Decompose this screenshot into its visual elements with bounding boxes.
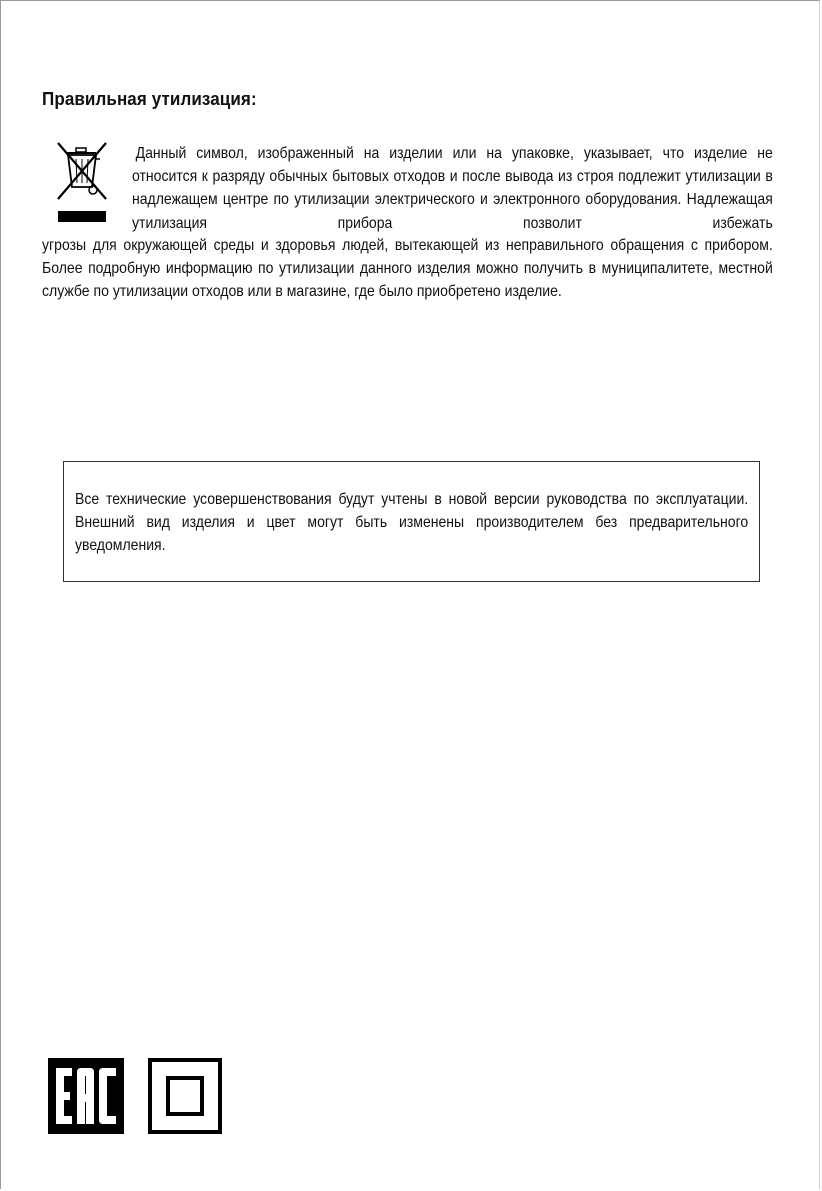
section-heading: Правильная утилизация: [42, 88, 257, 109]
disposal-paragraph-bottom: угрозы для окружающей среды и здоровья людей, вытекающей из неправильного обращения с прибором. Более подробную информацию по утилизации данного изделия можно получить в муниципалитете, местной службе по утилизации отходов или в магазине, где было приобретено изделие. [42, 237, 773, 301]
notice-text: Все технические усовершенствования будут учтены в новой версии руководства по эксплуатации. Внешний вид изделия и цвет могут быть изменены производителем без предварительного уведомления. [75, 491, 749, 555]
notice-box [63, 461, 760, 582]
disposal-paragraph-top: Данный символ, изображенный на изделии или на упаковке, указывает, что изделие не относится к разряду обычных бытовых отходов и после вывода из строя подлежит утилизации в надлежащем центре по утилизации электрического и электронного оборудования. Надлежащая утилизация прибора позволит избежать [132, 145, 773, 232]
weee-bin-icon [52, 137, 112, 227]
double-insulation-icon [148, 1058, 222, 1134]
eac-certification-icon [48, 1058, 124, 1134]
